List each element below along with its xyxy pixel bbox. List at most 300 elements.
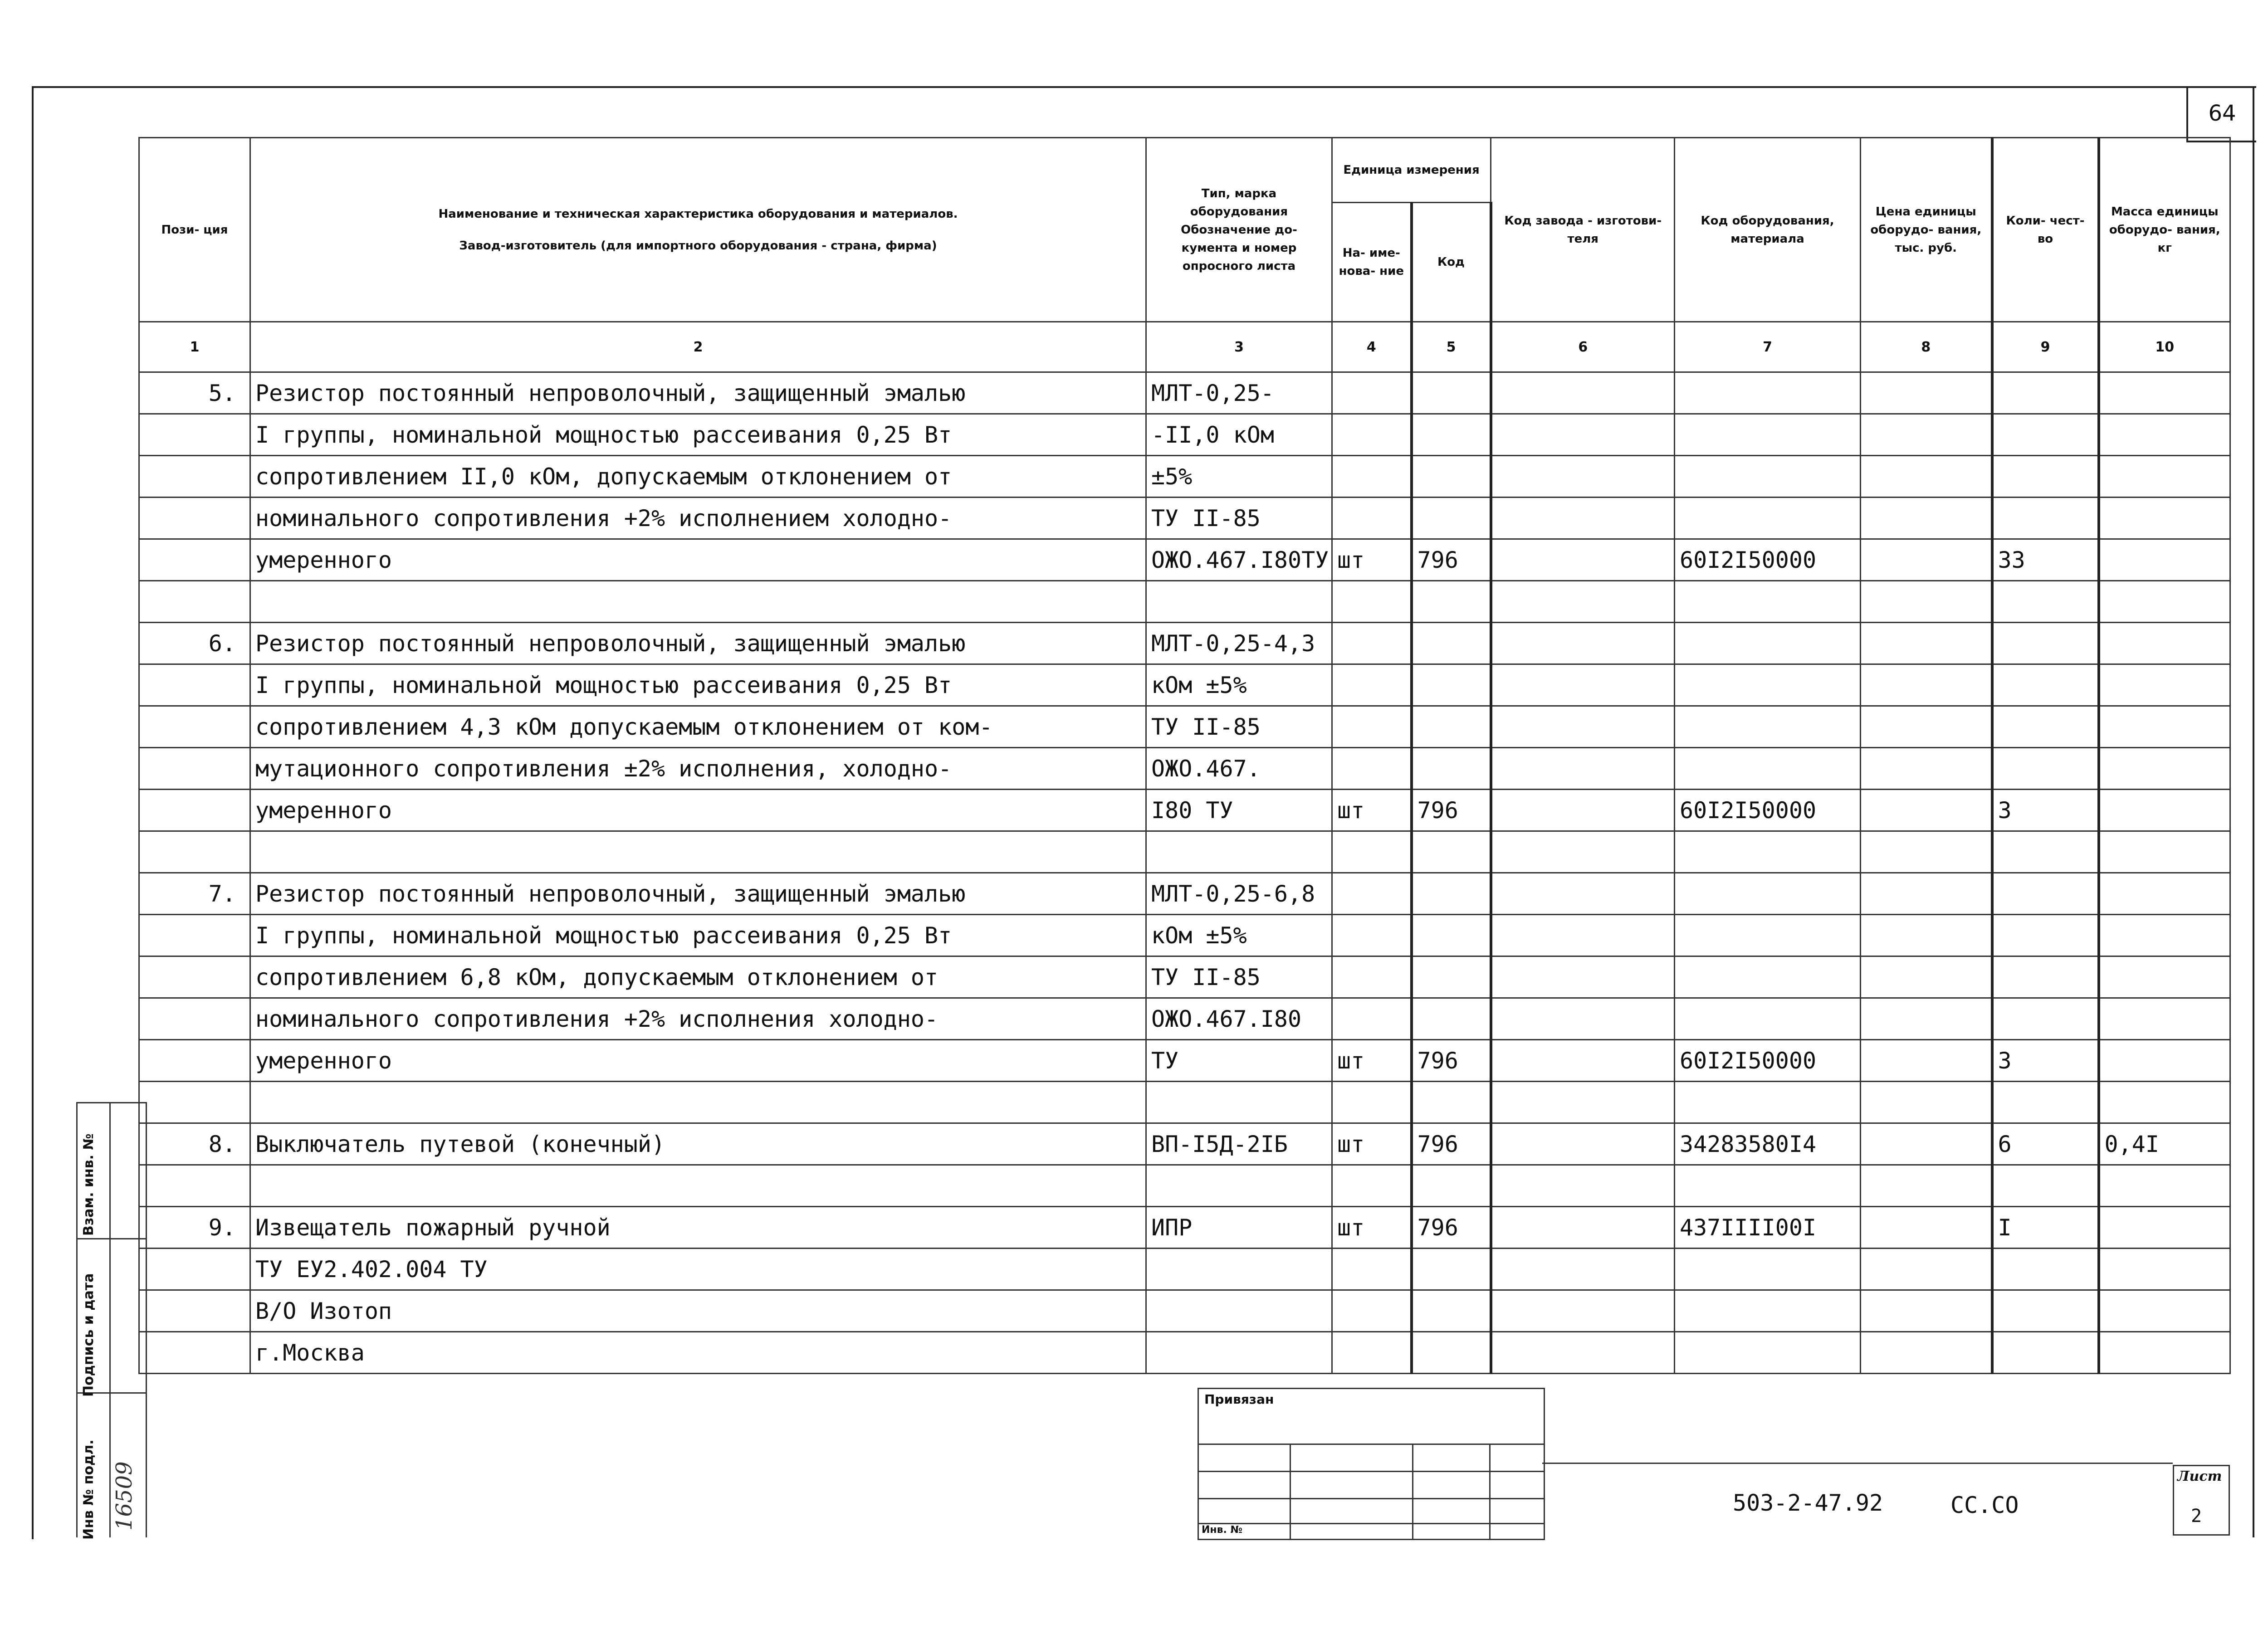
- row-position: [139, 790, 250, 831]
- row-price: [1861, 915, 1992, 956]
- row-plant-code: [1491, 956, 1675, 998]
- row-quantity: [1992, 623, 2099, 664]
- table-row: [139, 831, 2230, 873]
- row-position: [139, 581, 250, 623]
- row-unit: [1332, 706, 1412, 748]
- table-row: [139, 706, 2230, 748]
- row-mass: [2099, 372, 2230, 414]
- row-plant-code: [1491, 664, 1675, 706]
- row-unit: [1332, 915, 1412, 956]
- row-mass: [2099, 498, 2230, 539]
- row-equipment-code: 34283580I4: [1675, 1123, 1861, 1165]
- row-type: [1146, 1290, 1332, 1332]
- row-price: [1861, 664, 1992, 706]
- row-unit-code: [1412, 414, 1491, 456]
- row-unit: шт: [1332, 539, 1412, 581]
- table-row: [139, 956, 2230, 998]
- row-equipment-code: [1675, 1082, 1861, 1123]
- row-type: ВП-I5Д-2IБ: [1146, 1123, 1332, 1165]
- row-unit: [1332, 456, 1412, 498]
- header-unit-group: Единица измерения: [1332, 138, 1491, 203]
- attached-stamp: [1198, 1388, 1545, 1540]
- row-quantity: [1992, 664, 2099, 706]
- row-name: г.Москва: [250, 1332, 1146, 1374]
- row-mass: [2099, 748, 2230, 790]
- row-quantity: [1992, 1165, 2099, 1207]
- row-unit-code: 796: [1412, 790, 1491, 831]
- row-price: [1861, 831, 1992, 873]
- row-position: [139, 456, 250, 498]
- table-row: [139, 539, 2230, 581]
- row-plant-code: [1491, 915, 1675, 956]
- row-plant-code: [1491, 1290, 1675, 1332]
- row-mass: [2099, 1332, 2230, 1374]
- row-equipment-code: 60I2I50000: [1675, 539, 1861, 581]
- row-unit-code: [1412, 1249, 1491, 1290]
- row-position: [139, 414, 250, 456]
- row-type: кОм ±5%: [1146, 915, 1332, 956]
- row-mass: [2099, 706, 2230, 748]
- column-number: 5: [1412, 322, 1491, 372]
- row-unit-code: [1412, 581, 1491, 623]
- row-quantity: [1992, 831, 2099, 873]
- row-price: [1861, 873, 1992, 915]
- row-type: [1146, 1332, 1332, 1374]
- row-equipment-code: [1675, 915, 1861, 956]
- row-type: [1146, 831, 1332, 873]
- row-equipment-code: [1675, 998, 1861, 1040]
- row-equipment-code: [1675, 831, 1861, 873]
- row-unit: [1332, 748, 1412, 790]
- row-unit: [1332, 831, 1412, 873]
- row-type: ОЖО.467.I80: [1146, 998, 1332, 1040]
- row-position: [139, 539, 250, 581]
- side-label-inv-orig: Инв № подл.: [81, 1439, 97, 1540]
- row-unit-code: [1412, 456, 1491, 498]
- row-plant-code: [1491, 623, 1675, 664]
- row-equipment-code: [1675, 581, 1861, 623]
- row-unit: [1332, 414, 1412, 456]
- row-unit: [1332, 664, 1412, 706]
- header-unit-code: Код: [1412, 203, 1491, 322]
- row-unit-code: [1412, 1165, 1491, 1207]
- table-row: [139, 372, 2230, 414]
- row-name: В/О Изотоп: [250, 1290, 1146, 1332]
- header-position: Пози- ция: [139, 138, 250, 322]
- row-price: [1861, 790, 1992, 831]
- table-row: [139, 581, 2230, 623]
- row-unit-code: [1412, 873, 1491, 915]
- row-name: ТУ ЕУ2.402.004 ТУ: [250, 1249, 1146, 1290]
- row-mass: [2099, 539, 2230, 581]
- row-type: МЛТ-0,25-6,8: [1146, 873, 1332, 915]
- row-type: МЛТ-0,25-4,3: [1146, 623, 1332, 664]
- column-number: 4: [1332, 322, 1412, 372]
- row-name: Резистор постоянный непроволочный, защищенный эмалью: [250, 372, 1146, 414]
- row-position: [139, 1165, 250, 1207]
- row-quantity: [1992, 706, 2099, 748]
- table-row: [139, 1332, 2230, 1374]
- row-plant-code: [1491, 1207, 1675, 1249]
- row-unit-code: [1412, 664, 1491, 706]
- header-equipment-code: Код оборудования, материала: [1675, 138, 1861, 322]
- column-number: 6: [1491, 322, 1675, 372]
- row-plant-code: [1491, 581, 1675, 623]
- row-unit-code: [1412, 706, 1491, 748]
- row-price: [1861, 623, 1992, 664]
- sheet-code: СС.СО: [1950, 1492, 2019, 1518]
- row-unit-code: [1412, 1082, 1491, 1123]
- row-position: [139, 1332, 250, 1374]
- row-unit: [1332, 1082, 1412, 1123]
- row-mass: 0,4I: [2099, 1123, 2230, 1165]
- row-price: [1861, 456, 1992, 498]
- row-position: 9.: [139, 1207, 250, 1249]
- row-quantity: [1992, 414, 2099, 456]
- table-row: [139, 664, 2230, 706]
- table-row: [139, 414, 2230, 456]
- row-unit-code: 796: [1412, 1040, 1491, 1082]
- row-price: [1861, 1207, 1992, 1249]
- column-number: 3: [1146, 322, 1332, 372]
- row-name: сопротивлением 6,8 кОм, допускаемым отклонением от: [250, 956, 1146, 998]
- row-quantity: 33: [1992, 539, 2099, 581]
- row-plant-code: [1491, 873, 1675, 915]
- row-name: Резистор постоянный непроволочный, защищенный эмалью: [250, 623, 1146, 664]
- row-position: [139, 915, 250, 956]
- row-unit-code: [1412, 1332, 1491, 1374]
- row-plant-code: [1491, 498, 1675, 539]
- row-equipment-code: [1675, 956, 1861, 998]
- row-unit-code: 796: [1412, 1207, 1491, 1249]
- row-mass: [2099, 1249, 2230, 1290]
- row-position: [139, 998, 250, 1040]
- header-mass: Масса единицы оборудо- вания, кг: [2099, 138, 2230, 322]
- row-unit: [1332, 1249, 1412, 1290]
- row-plant-code: [1491, 1249, 1675, 1290]
- row-unit: [1332, 1332, 1412, 1374]
- row-unit-code: [1412, 498, 1491, 539]
- column-number: 10: [2099, 322, 2230, 372]
- row-position: 8.: [139, 1123, 250, 1165]
- column-number: 7: [1675, 322, 1861, 372]
- table-row: [139, 915, 2230, 956]
- title-rule: [1542, 1463, 2173, 1464]
- row-unit-code: [1412, 956, 1491, 998]
- row-type: ТУ: [1146, 1040, 1332, 1082]
- row-unit: шт: [1332, 1123, 1412, 1165]
- row-mass: [2099, 1082, 2230, 1123]
- side-inv-orig-value: 16509: [112, 1461, 137, 1531]
- row-name: [250, 1082, 1146, 1123]
- row-type: ТУ II-85: [1146, 956, 1332, 998]
- row-quantity: [1992, 1082, 2099, 1123]
- row-equipment-code: [1675, 748, 1861, 790]
- row-plant-code: [1491, 1082, 1675, 1123]
- sheet-label: Лист: [2177, 1468, 2222, 1484]
- row-plant-code: [1491, 456, 1675, 498]
- row-unit: шт: [1332, 1207, 1412, 1249]
- row-mass: [2099, 456, 2230, 498]
- row-mass: [2099, 1207, 2230, 1249]
- row-name: [250, 581, 1146, 623]
- table-row: [139, 1040, 2230, 1082]
- row-unit-code: [1412, 372, 1491, 414]
- row-position: 7.: [139, 873, 250, 915]
- header-quantity: Коли- чест- во: [1992, 138, 2099, 322]
- row-mass: [2099, 915, 2230, 956]
- table-row: [139, 873, 2230, 915]
- row-quantity: [1992, 1332, 2099, 1374]
- row-position: [139, 956, 250, 998]
- row-price: [1861, 706, 1992, 748]
- row-mass: [2099, 664, 2230, 706]
- header-name-line1: Наименование и техническая характеристика оборудования и материалов.: [438, 207, 958, 221]
- row-quantity: [1992, 1290, 2099, 1332]
- row-plant-code: [1491, 1040, 1675, 1082]
- row-equipment-code: [1675, 664, 1861, 706]
- table-row: [139, 998, 2230, 1040]
- row-name: умеренного: [250, 790, 1146, 831]
- row-unit: [1332, 581, 1412, 623]
- side-label-sign-date: Подпись и дата: [81, 1273, 97, 1397]
- sheet-number: 2: [2191, 1506, 2202, 1527]
- table-row: [139, 498, 2230, 539]
- row-plant-code: [1491, 372, 1675, 414]
- row-position: [139, 706, 250, 748]
- row-name: [250, 1165, 1146, 1207]
- row-type: ТУ II-85: [1146, 706, 1332, 748]
- table-row: [139, 1165, 2230, 1207]
- row-unit: [1332, 623, 1412, 664]
- row-plant-code: [1491, 748, 1675, 790]
- row-quantity: [1992, 748, 2099, 790]
- row-unit: [1332, 1290, 1412, 1332]
- row-price: [1861, 1290, 1992, 1332]
- header-plant-code: Код завода - изготови- теля: [1491, 138, 1675, 322]
- row-plant-code: [1491, 1123, 1675, 1165]
- column-number: 2: [250, 322, 1146, 372]
- row-quantity: 6: [1992, 1123, 2099, 1165]
- row-type: ±5%: [1146, 456, 1332, 498]
- row-price: [1861, 414, 1992, 456]
- row-type: [1146, 1249, 1332, 1290]
- row-plant-code: [1491, 414, 1675, 456]
- header-name: [250, 138, 1146, 322]
- row-type: [1146, 581, 1332, 623]
- column-number: 8: [1861, 322, 1992, 372]
- row-quantity: [1992, 998, 2099, 1040]
- row-type: кОм ±5%: [1146, 664, 1332, 706]
- row-unit: [1332, 998, 1412, 1040]
- row-unit-code: [1412, 623, 1491, 664]
- row-type: ИПР: [1146, 1207, 1332, 1249]
- row-quantity: I: [1992, 1207, 2099, 1249]
- table-row: [139, 1249, 2230, 1290]
- row-quantity: [1992, 372, 2099, 414]
- column-number-row: [139, 322, 2230, 372]
- row-type: ОЖО.467.I80ТУ: [1146, 539, 1332, 581]
- row-unit: [1332, 873, 1412, 915]
- row-equipment-code: [1675, 1290, 1861, 1332]
- row-equipment-code: [1675, 873, 1861, 915]
- row-unit-code: 796: [1412, 539, 1491, 581]
- row-mass: [2099, 623, 2230, 664]
- row-name: мутационного сопротивления ±2% исполнения, холодно-: [250, 748, 1146, 790]
- row-name: номинального сопротивления +2% исполнения холодно-: [250, 998, 1146, 1040]
- row-position: [139, 748, 250, 790]
- row-unit-code: 796: [1412, 1123, 1491, 1165]
- row-mass: [2099, 581, 2230, 623]
- row-equipment-code: [1675, 623, 1861, 664]
- row-equipment-code: 60I2I50000: [1675, 1040, 1861, 1082]
- row-position: [139, 498, 250, 539]
- row-quantity: [1992, 581, 2099, 623]
- page-number: 64: [2186, 86, 2256, 142]
- row-equipment-code: 60I2I50000: [1675, 790, 1861, 831]
- row-name: Извещатель пожарный ручной: [250, 1207, 1146, 1249]
- row-unit: [1332, 498, 1412, 539]
- header-type: Тип, марка оборудования Обозначение до- кумента и номер опросного листа: [1146, 138, 1332, 322]
- row-plant-code: [1491, 1165, 1675, 1207]
- row-quantity: 3: [1992, 790, 2099, 831]
- row-price: [1861, 1249, 1992, 1290]
- row-price: [1861, 581, 1992, 623]
- row-price: [1861, 1040, 1992, 1082]
- row-mass: [2099, 998, 2230, 1040]
- row-mass: [2099, 873, 2230, 915]
- row-equipment-code: [1675, 1332, 1861, 1374]
- row-unit-code: [1412, 998, 1491, 1040]
- table-row: [139, 1082, 2230, 1123]
- row-unit-code: [1412, 831, 1491, 873]
- row-equipment-code: [1675, 498, 1861, 539]
- row-equipment-code: [1675, 1165, 1861, 1207]
- row-mass: [2099, 831, 2230, 873]
- row-name: I группы, номинальной мощностью рассеивания 0,25 Вт: [250, 664, 1146, 706]
- row-plant-code: [1491, 539, 1675, 581]
- row-position: 5.: [139, 372, 250, 414]
- row-type: ОЖО.467.: [1146, 748, 1332, 790]
- row-quantity: [1992, 1249, 2099, 1290]
- row-price: [1861, 1332, 1992, 1374]
- row-name: I группы, номинальной мощностью рассеивания 0,25 Вт: [250, 915, 1146, 956]
- table-row: [139, 790, 2230, 831]
- row-plant-code: [1491, 790, 1675, 831]
- row-name: умеренного: [250, 539, 1146, 581]
- row-equipment-code: [1675, 1249, 1861, 1290]
- row-name: умеренного: [250, 1040, 1146, 1082]
- row-mass: [2099, 1040, 2230, 1082]
- row-position: [139, 831, 250, 873]
- row-unit: [1332, 1165, 1412, 1207]
- row-quantity: [1992, 915, 2099, 956]
- row-price: [1861, 748, 1992, 790]
- table-row: [139, 748, 2230, 790]
- row-mass: [2099, 414, 2230, 456]
- row-equipment-code: 437IIII00I: [1675, 1207, 1861, 1249]
- table-row: [139, 1207, 2230, 1249]
- table-row: [139, 1123, 2230, 1165]
- row-plant-code: [1491, 706, 1675, 748]
- table-row: [139, 1290, 2230, 1332]
- row-mass: [2099, 790, 2230, 831]
- row-type: -II,0 кОм: [1146, 414, 1332, 456]
- row-position: [139, 1082, 250, 1123]
- row-quantity: [1992, 456, 2099, 498]
- row-plant-code: [1491, 1332, 1675, 1374]
- row-equipment-code: [1675, 456, 1861, 498]
- row-unit: шт: [1332, 790, 1412, 831]
- row-equipment-code: [1675, 414, 1861, 456]
- row-price: [1861, 998, 1992, 1040]
- attached-label: Привязан: [1204, 1392, 1274, 1407]
- row-unit-code: [1412, 915, 1491, 956]
- row-unit: [1332, 956, 1412, 998]
- row-name: I группы, номинальной мощностью рассеивания 0,25 Вт: [250, 414, 1146, 456]
- row-quantity: 3: [1992, 1040, 2099, 1082]
- table-row: [139, 623, 2230, 664]
- row-position: [139, 1040, 250, 1082]
- row-equipment-code: [1675, 706, 1861, 748]
- header-unit-name: На- име- нова- ние: [1332, 203, 1412, 322]
- header-price: Цена единицы оборудо- вания, тыс. руб.: [1861, 138, 1992, 322]
- header-name-line2: Завод-изготовитель (для импортного оборудования - страна, фирма): [459, 239, 937, 253]
- row-position: [139, 1290, 250, 1332]
- row-unit-code: [1412, 748, 1491, 790]
- row-plant-code: [1491, 998, 1675, 1040]
- column-number: 1: [139, 322, 250, 372]
- inv-number-label: Инв. №: [1202, 1524, 1243, 1536]
- row-mass: [2099, 956, 2230, 998]
- row-type: МЛТ-0,25-: [1146, 372, 1332, 414]
- row-type: [1146, 1082, 1332, 1123]
- row-plant-code: [1491, 831, 1675, 873]
- table-row: [139, 456, 2230, 498]
- row-price: [1861, 498, 1992, 539]
- row-unit: [1332, 372, 1412, 414]
- side-label-replace-inv: Взам. инв. №: [81, 1133, 97, 1236]
- row-position: [139, 664, 250, 706]
- specification-table: [138, 137, 2231, 1374]
- row-name: Выключатель путевой (конечный): [250, 1123, 1146, 1165]
- row-type: [1146, 1165, 1332, 1207]
- row-name: [250, 831, 1146, 873]
- row-name: номинального сопротивления +2% исполнением холодно-: [250, 498, 1146, 539]
- page-frame-right: [2253, 86, 2254, 1537]
- row-quantity: [1992, 873, 2099, 915]
- row-quantity: [1992, 498, 2099, 539]
- row-price: [1861, 372, 1992, 414]
- row-type: ТУ II-85: [1146, 498, 1332, 539]
- row-equipment-code: [1675, 372, 1861, 414]
- document-code: 503-2-47.92: [1733, 1490, 1883, 1516]
- row-mass: [2099, 1165, 2230, 1207]
- row-unit-code: [1412, 1290, 1491, 1332]
- row-name: сопротивлением 4,3 кОм допускаемым отклонением от ком-: [250, 706, 1146, 748]
- row-name: Резистор постоянный непроволочный, защищенный эмалью: [250, 873, 1146, 915]
- row-position: [139, 1249, 250, 1290]
- row-mass: [2099, 1290, 2230, 1332]
- row-position: 6.: [139, 623, 250, 664]
- row-price: [1861, 1082, 1992, 1123]
- row-quantity: [1992, 956, 2099, 998]
- row-type: I80 ТУ: [1146, 790, 1332, 831]
- row-unit: шт: [1332, 1040, 1412, 1082]
- row-price: [1861, 1123, 1992, 1165]
- row-price: [1861, 956, 1992, 998]
- row-price: [1861, 1165, 1992, 1207]
